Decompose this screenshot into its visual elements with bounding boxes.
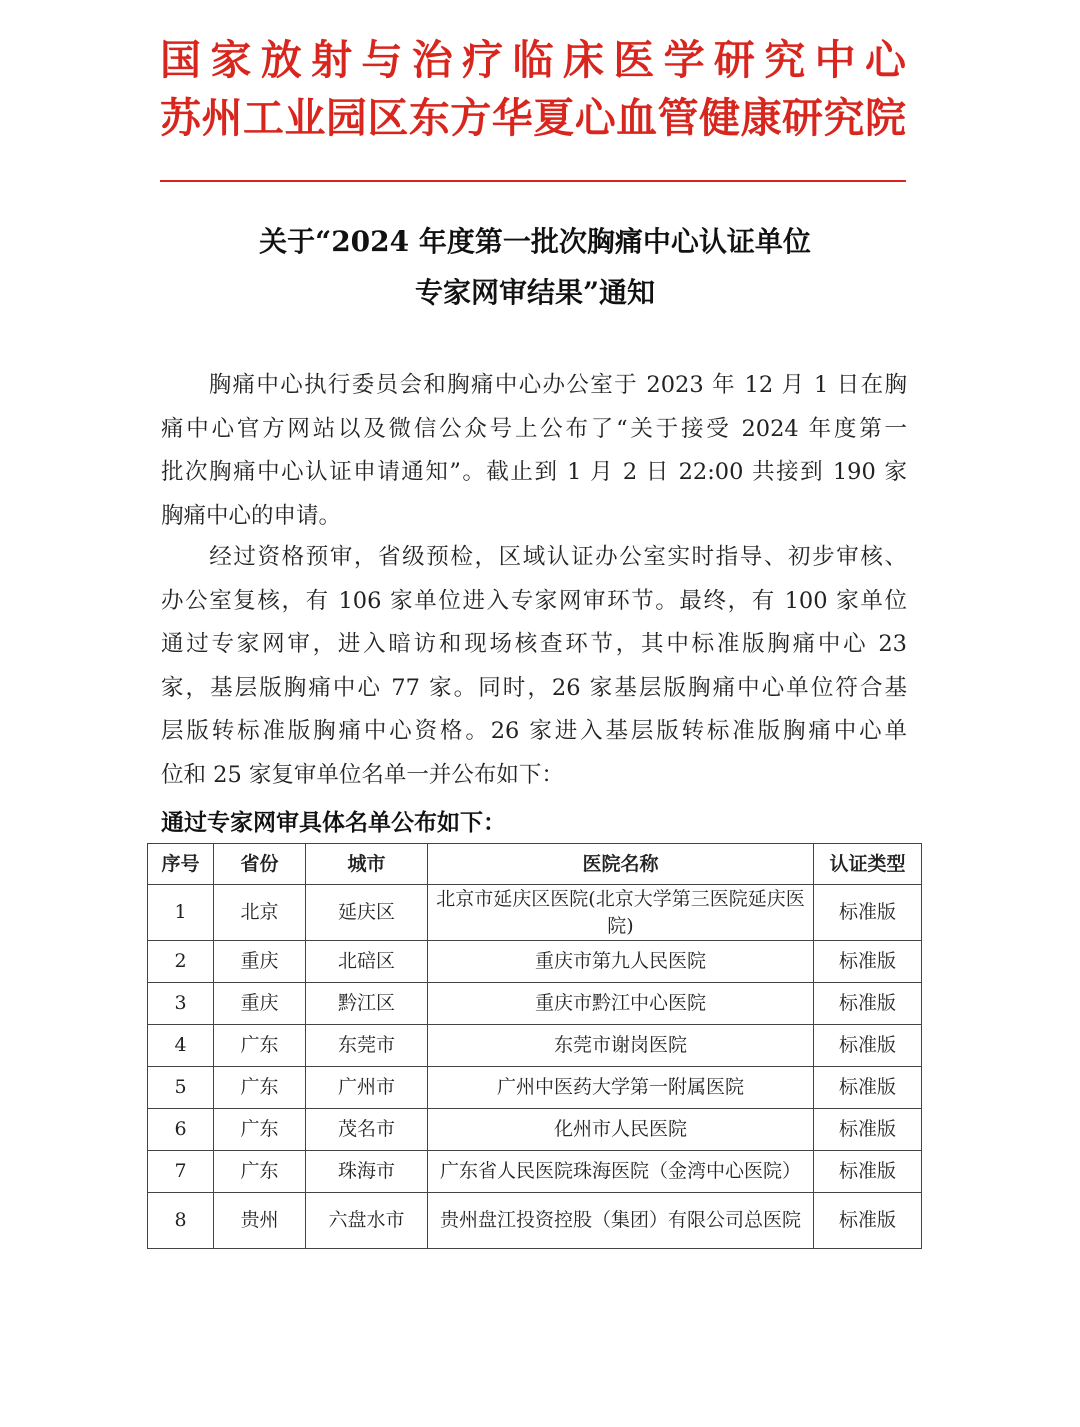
table-cell: 4 — [148, 1025, 214, 1067]
table-cell: 2 — [148, 941, 214, 983]
table-cell: 重庆市第九人民医院 — [428, 941, 814, 983]
table-cell: 广东 — [214, 1025, 306, 1067]
paragraph-line: 痛中心官方网站以及微信公众号上公布了“关于接受 2024 年度第一 — [161, 415, 907, 442]
document-title-line-1: 关于“2024 年度第一批次胸痛中心认证单位 — [259, 225, 811, 258]
table-cell: 黔江区 — [306, 983, 428, 1025]
table-cell: 标准版 — [814, 1109, 922, 1151]
table-row — [148, 885, 922, 941]
results-table — [147, 843, 922, 1249]
table-cell: 标准版 — [814, 1025, 922, 1067]
table-cell: 重庆 — [214, 941, 306, 983]
table-cell: 广州中医药大学第一附属医院 — [428, 1067, 814, 1109]
table-cell: 广东 — [214, 1151, 306, 1193]
letterhead-line-1: 国家放射与治疗临床医学研究中心 — [160, 36, 906, 84]
table-row — [148, 1067, 922, 1109]
paragraph-line: 层版转标准版胸痛中心资格。26 家进入基层版转标准版胸痛中心单 — [161, 718, 907, 744]
paragraph-line: 胸痛中心的申请。 — [161, 502, 342, 529]
table-cell: 广东 — [214, 1067, 306, 1109]
table-row — [148, 1025, 922, 1067]
table-cell: 标准版 — [814, 983, 922, 1025]
table-cell: 广东 — [214, 1109, 306, 1151]
paragraph-line: 批次胸痛中心认证申请通知”。截止到 1 月 2 日 22:00 共接到 190 家 — [161, 459, 907, 485]
table-cell: 北碚区 — [306, 941, 428, 983]
column-header: 省份 — [214, 844, 306, 885]
column-header: 序号 — [148, 844, 214, 885]
table-cell: 8 — [148, 1193, 214, 1249]
table-cell: 标准版 — [814, 1193, 922, 1249]
table-cell: 六盘水市 — [306, 1193, 428, 1249]
paragraph-line: 通过专家网审，进入暗访和现场核查环节，其中标准版胸痛中心 23 — [161, 631, 907, 657]
table-cell: 东莞市 — [306, 1025, 428, 1067]
table-header-row — [148, 844, 922, 885]
table-cell: 1 — [148, 885, 214, 941]
table-cell: 珠海市 — [306, 1151, 428, 1193]
document-title-line-2: 专家网审结果”通知 — [414, 276, 656, 309]
table-cell: 标准版 — [814, 941, 922, 983]
table-cell: 重庆市黔江中心医院 — [428, 983, 814, 1025]
paragraph-line: 胸痛中心执行委员会和胸痛中心办公室于 2023 年 12 月 1 日在胸 — [161, 372, 907, 398]
table-cell: 3 — [148, 983, 214, 1025]
table-cell: 东莞市谢岗医院 — [428, 1025, 814, 1067]
table-row — [148, 983, 922, 1025]
column-header: 医院名称 — [428, 844, 814, 885]
column-header: 城市 — [306, 844, 428, 885]
column-header: 认证类型 — [814, 844, 922, 885]
table-cell: 5 — [148, 1067, 214, 1109]
paragraph-line: 家，基层版胸痛中心 77 家。同时，26 家基层版胸痛中心单位符合基 — [161, 674, 907, 701]
table-cell: 贵州 — [214, 1193, 306, 1249]
table-cell: 7 — [148, 1151, 214, 1193]
paragraph-line: 位和 25 家复审单位名单一并公布如下： — [161, 761, 564, 788]
paragraph-line: 经过资格预审，省级预检，区域认证办公室实时指导、初步审核、 — [161, 544, 907, 570]
table-cell: 贵州盘江投资控股（集团）有限公司总医院 — [428, 1193, 814, 1249]
table-cell: 北京 — [214, 885, 306, 941]
table-cell: 延庆区 — [306, 885, 428, 941]
letterhead-divider — [160, 180, 906, 182]
table-cell: 标准版 — [814, 885, 922, 941]
table-cell: 标准版 — [814, 1151, 922, 1193]
table-row — [148, 1151, 922, 1193]
table-cell: 广州市 — [306, 1067, 428, 1109]
table-row — [148, 1193, 922, 1249]
table-cell: 6 — [148, 1109, 214, 1151]
table-cell: 广东省人民医院珠海医院（金湾中心医院） — [428, 1151, 814, 1193]
paragraph-line: 办公室复核，有 106 家单位进入专家网审环节。最终，有 100 家单位 — [161, 587, 907, 614]
table-row — [148, 941, 922, 983]
table-cell: 北京市延庆区医院(北京大学第三医院延庆医院) — [428, 885, 814, 941]
table-cell: 化州市人民医院 — [428, 1109, 814, 1151]
table-cell: 重庆 — [214, 983, 306, 1025]
table-row — [148, 1109, 922, 1151]
letterhead-line-2: 苏州工业园区东方华夏心血管健康研究院 — [160, 94, 906, 142]
list-heading: 通过专家网审具体名单公布如下： — [161, 809, 506, 836]
table-cell: 茂名市 — [306, 1109, 428, 1151]
table-cell: 标准版 — [814, 1067, 922, 1109]
